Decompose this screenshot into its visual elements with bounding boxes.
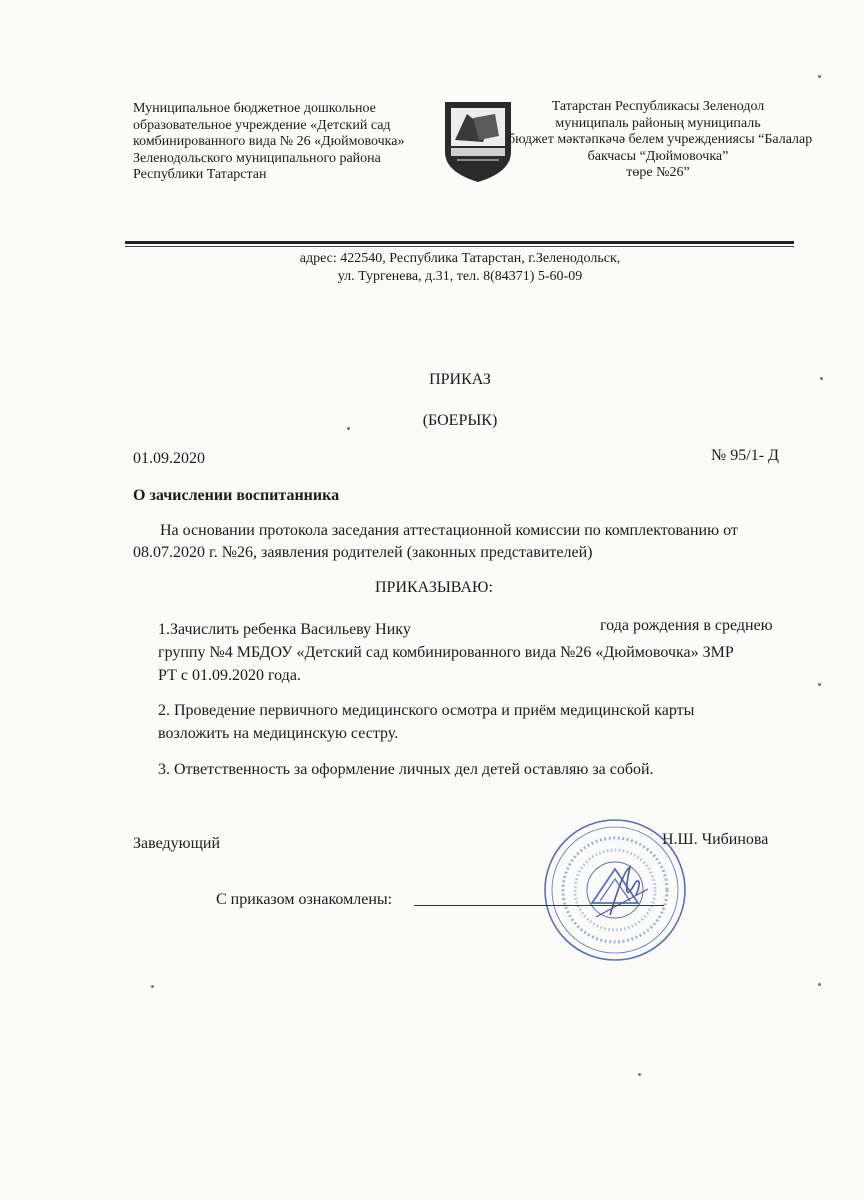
order-title: ПРИКАЗ: [429, 371, 491, 388]
item-3-text: 3. Ответственность за оформление личных дел детей оставляю за собой.: [158, 761, 654, 778]
scan-speck: [638, 1073, 641, 1076]
acknowledgment-signature-line: [414, 905, 664, 906]
coat-of-arms-icon: [443, 100, 513, 184]
header-divider-thin: [125, 246, 794, 247]
order-subject: О зачислении воспитанника: [133, 487, 340, 504]
item-1-text: РТ с 01.09.2020 года.: [158, 667, 301, 684]
official-stamp-icon: [540, 815, 690, 965]
scan-speck: [818, 983, 821, 986]
item-1-text: года рождения в среднею: [600, 617, 773, 634]
item-1-text: 1.Зачислить ребенка Васильеву Нику: [158, 621, 411, 638]
acknowledgment-label: С приказом ознакомлены:: [216, 891, 393, 908]
address-line: ул. Тургенева, д.31, тел. 8(84371) 5-60-09: [337, 269, 583, 284]
organization-name-russian: [133, 101, 433, 184]
order-number: № 95/1- Д: [711, 447, 779, 464]
header-right-line: төре №26”: [626, 165, 690, 180]
scan-speck: [818, 75, 821, 78]
order-title-tatar: (БОЕРЫК): [422, 412, 498, 429]
scan-speck: [347, 427, 350, 430]
signatory-position: Заведующий: [133, 835, 221, 852]
header-right-line: бюджет мәктәпкәчә белем учреждениясы “Балалар: [508, 132, 813, 147]
header-right-line: Татарстан Республикасы Зеленодол: [551, 99, 765, 114]
item-2-text: возложить на медицинскую сестру.: [158, 725, 399, 742]
order-command: ПРИКАЗЫВАЮ:: [375, 579, 493, 596]
header-left-line: образовательное учреждение «Детский сад: [133, 117, 391, 133]
address-line: адрес: 422540, Республика Татарстан, г.Зеленодольск,: [299, 251, 621, 266]
header-left-line: комбинированного вида № 26 «Дюймовочка»: [133, 134, 405, 149]
header-left-line: Муниципальное бюджетное дошкольное: [133, 101, 376, 116]
header-right-line: муниципаль районың муниципаль: [555, 115, 761, 131]
signatory-name: Н.Ш. Чибинова: [662, 831, 769, 848]
order-date: 01.09.2020: [133, 450, 205, 467]
item-2-text: 2. Проведение первичного медицинского осмотра и приём медицинской карты: [158, 702, 695, 719]
header-right-line: бакчасы “Дюймовочка”: [587, 148, 729, 164]
item-1-text: группу №4 МБДОУ «Детский сад комбинированного вида №26 «Дюймовочка» ЗМР: [158, 644, 734, 661]
basis-text: На основании протокола заседания аттестационной комиссии по комплектованию от: [160, 522, 738, 539]
scan-speck: [151, 985, 154, 988]
header-left-line: Зеленодольского муниципального района: [133, 150, 381, 166]
header-divider: [125, 241, 794, 244]
basis-text: 08.07.2020 г. №26, заявления родителей (законных представителей): [133, 544, 593, 561]
scan-speck: [818, 683, 821, 686]
scan-speck: [820, 377, 823, 380]
organization-name-tatar: [508, 99, 813, 182]
header-left-line: Республики Татарстан: [133, 167, 267, 182]
